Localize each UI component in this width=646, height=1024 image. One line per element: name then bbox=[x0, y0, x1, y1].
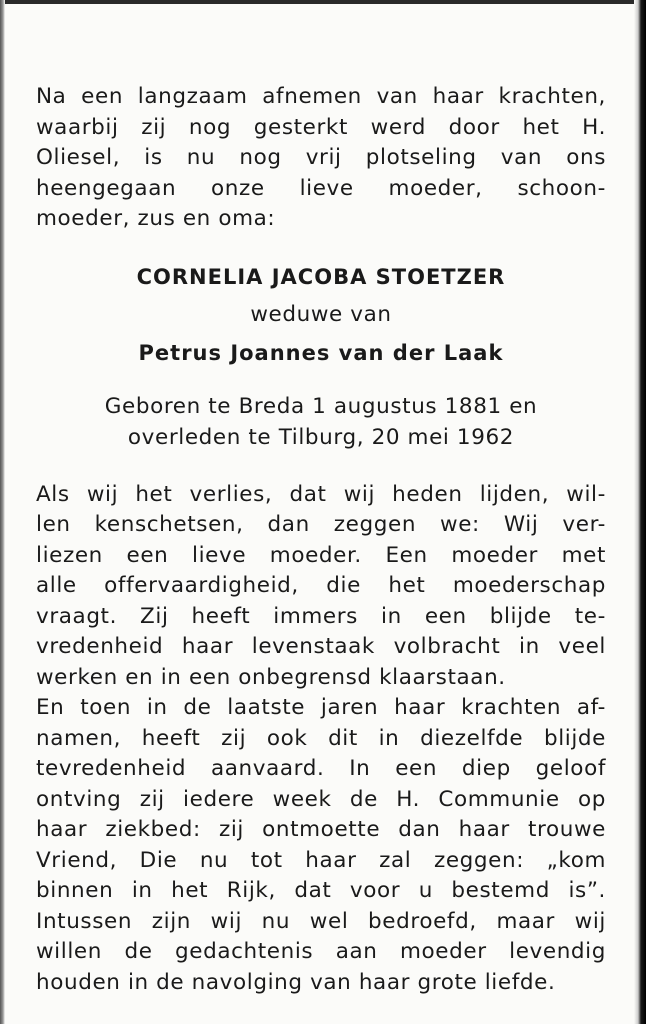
body-line: willen de gedachtenis aan moeder levendig bbox=[36, 939, 606, 964]
body-line: vraagt. Zij heeft immers in een blijde te- bbox=[36, 603, 606, 629]
card-top-edge bbox=[0, 0, 646, 4]
body-line: tevredenheid aanvaard. In een diep geloof bbox=[36, 756, 606, 781]
intro-line: Oliesel, is nu nog vrij plotseling van ons bbox=[36, 145, 606, 170]
body-line: houden in de navolging van haar grote liefde. bbox=[36, 969, 556, 995]
birth-line: Geboren te Breda 1 augustus 1881 en bbox=[104, 393, 538, 419]
body-line: werken en in een onbegrensd klaarstaan. bbox=[36, 664, 506, 690]
deceased-name: CORNELIA JACOBA STOETZER bbox=[136, 264, 506, 289]
body-line: vredenheid haar levenstaak volbracht in veel bbox=[36, 634, 606, 659]
spouse-name: Petrus Joannes van der Laak bbox=[138, 340, 504, 365]
body-line: ontving zij iedere week de H. Communie op bbox=[36, 786, 606, 812]
intro-line: Na een langzaam afnemen van haar krachten, bbox=[36, 84, 606, 109]
body-line: binnen in het Rijk, dat voor u bestemd is”. bbox=[36, 878, 606, 903]
body-line: liezen een lieve moeder. Een moeder met bbox=[36, 542, 606, 568]
card-right-edge bbox=[634, 0, 646, 1024]
body-line: namen, heeft zij ook dit in diezelfde blijde bbox=[36, 725, 606, 751]
body-line: Als wij het verlies, dat wij heden lijden, wil- bbox=[36, 481, 606, 507]
intro-paragraph bbox=[36, 82, 606, 235]
body-line: haar ziekbed: zij ontmoette dan haar trouwe bbox=[36, 817, 606, 842]
body-line: len kenschetsen, dan zeggen we: Wij ver- bbox=[36, 512, 606, 537]
body-line: alle offervaardigheid, die het moederschap bbox=[36, 573, 606, 598]
intro-line: moeder, zus en oma: bbox=[36, 206, 276, 231]
body-line: Intussen zijn wij nu wel bedroefd, maar wij bbox=[36, 908, 606, 934]
intro-line: waarbij zij nog gesterkt werd door het H. bbox=[36, 114, 606, 140]
intro-line: heengegaan onze lieve moeder, schoon- bbox=[36, 175, 606, 201]
body-line: En toen in de laatste jaren haar krachten af- bbox=[36, 695, 606, 720]
death-line: overleden te Tilburg, 20 mei 1962 bbox=[127, 424, 515, 450]
dates-block bbox=[36, 391, 606, 453]
relation-text: weduwe van bbox=[250, 301, 392, 327]
card-content bbox=[36, 82, 606, 998]
card-left-edge bbox=[0, 0, 5, 1024]
body-paragraph bbox=[36, 480, 606, 999]
body-line: Vriend, Die nu tot haar zal zeggen: „kom bbox=[36, 847, 606, 873]
